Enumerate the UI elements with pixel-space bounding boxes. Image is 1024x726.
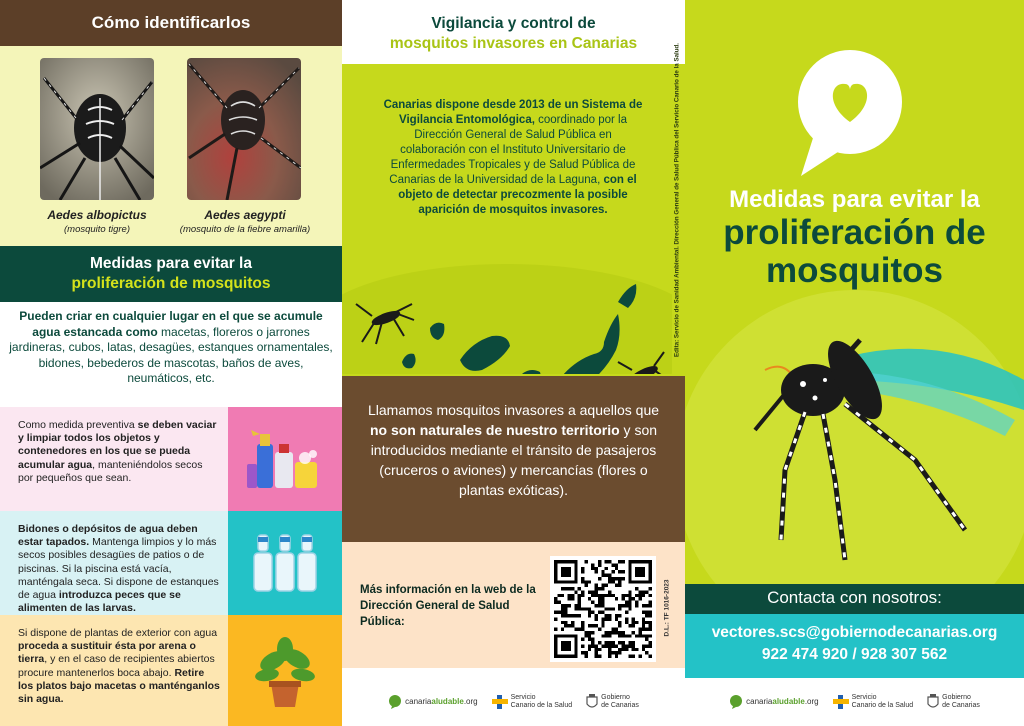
gobierno-canarias-logo xyxy=(586,694,639,710)
logo-text: aludable xyxy=(431,697,464,706)
tip-text-bold: proceda a sustituir ésta por arena o tierra xyxy=(18,640,196,666)
canaria-saludable-logo xyxy=(388,695,478,709)
qr-code[interactable] xyxy=(550,556,656,662)
species-name: Aedes aegypti xyxy=(204,208,286,222)
canary-islands-map xyxy=(342,224,672,374)
tip-text-bold: Retire los platos bajo macetas o manténganlos sin agua. xyxy=(18,666,220,706)
logo-text: Gobierno xyxy=(601,694,630,701)
logo-text: .org xyxy=(463,697,478,706)
panel-identification xyxy=(0,0,342,726)
intro-rest: macetas, floreros o jarrones jardineras, cubos, latas, desagües, estanques ornamentales, bidones, bebederos de mascotas, baños de aves, neumáticos, etc. xyxy=(9,324,333,385)
tip-text-part: Si dispone de plantas de exterior con agua xyxy=(18,627,218,639)
contact-phones[interactable]: 922 474 920 / 928 307 562 xyxy=(761,646,948,663)
legal-deposit-text: D.L.: TF 1016-2023 xyxy=(663,579,671,637)
logo-text: .org xyxy=(804,697,819,706)
contact-heading: Contacta con nosotros: xyxy=(685,584,1024,614)
tip-text-part: , manteniéndolos secos por pequeños que sean. xyxy=(18,458,203,484)
logo-text: Canario de la Salud xyxy=(510,702,573,709)
tip-plants xyxy=(0,615,342,726)
more-info-section xyxy=(342,542,685,668)
logo-text: Servicio xyxy=(851,694,877,701)
measures-heading-line2: proliferación de mosquitos xyxy=(71,275,271,292)
surveillance-title-line1: Vigilancia y control de xyxy=(431,15,596,32)
panel-cover xyxy=(685,0,1024,726)
footer-logos xyxy=(685,678,1024,726)
contact-details xyxy=(685,614,1024,678)
invasive-definition xyxy=(342,376,685,542)
cover-title-line1: Medidas para evitar la xyxy=(729,186,980,213)
health-cross-icon xyxy=(833,695,849,709)
invasive-text-part: Llamamos mosquitos invasores a aquellos que xyxy=(367,402,660,418)
surveillance-text-bold: con el objeto de detectar precozmente la posible aparición de mosquitos invasores. xyxy=(398,174,637,216)
aedes-aegypti-photo xyxy=(187,58,301,200)
footer-logos xyxy=(342,678,685,726)
panel-surveillance xyxy=(342,0,685,726)
contact-email[interactable]: vectores.scs@gobiernodecanarias.org xyxy=(711,624,998,641)
measures-heading-line1: Medidas para evitar la xyxy=(90,255,252,272)
invasive-text-bold: no son naturales de nuestro territorio xyxy=(369,422,620,438)
publisher-credit xyxy=(669,20,685,380)
gobierno-canarias-logo xyxy=(927,694,980,710)
servicio-canario-salud-logo xyxy=(492,694,573,710)
tip-text xyxy=(0,407,228,511)
cover-title xyxy=(685,186,1024,290)
logo-text: de Canarias xyxy=(601,702,639,709)
tip-covered-tanks xyxy=(0,511,342,615)
surveillance-text-bold: Canarias dispone desde 2013 de un Sistema de Vigilancia Entomológica, xyxy=(383,99,643,126)
logo-text: Gobierno xyxy=(942,694,971,701)
tip-text xyxy=(0,615,228,726)
logo-text: aludable xyxy=(772,697,805,706)
species-common-name: (mosquito de la fiebre amarilla) xyxy=(179,224,311,235)
species-caption-1 xyxy=(12,208,182,237)
surveillance-title xyxy=(342,0,685,64)
intro-bold: Pueden criar en cualquier lugar en el que se acumule agua estancada como xyxy=(19,309,323,339)
tip-text-part: , y en el caso de recipientes abiertos procure mantenerlos boca abajo. xyxy=(18,653,215,679)
identification-heading: Cómo identificarlos xyxy=(0,0,342,46)
more-info-text: Más información en la web de la Dirección General de Salud Pública: xyxy=(360,584,536,628)
cleaning-products-icon xyxy=(228,407,342,511)
cover-title-line2: proliferación de xyxy=(723,213,986,252)
logo-text: Canario de la Salud xyxy=(851,702,914,709)
cover-illustration xyxy=(685,0,1024,584)
species-name: Aedes albopictus xyxy=(47,208,147,222)
potted-plant-icon xyxy=(228,615,342,726)
canaria-saludable-logo xyxy=(729,695,819,709)
species-common-name: (mosquito tigre) xyxy=(64,224,130,235)
measures-heading xyxy=(0,246,342,302)
invasive-text-part: y son introducidos mediante el tránsito de pasajeros (cruceros o aviones) y mercancías (flores o plantas exóticas). xyxy=(370,422,658,498)
logo-text: Servicio xyxy=(510,694,536,701)
coat-of-arms-icon xyxy=(927,694,939,710)
surveillance-section xyxy=(342,64,685,376)
heart-bubble-icon xyxy=(729,695,743,709)
tip-text-part: Como medida preventiva xyxy=(18,419,138,431)
species-caption-2 xyxy=(160,208,330,237)
aedes-albopictus-photo xyxy=(40,58,154,200)
logo-text: de Canarias xyxy=(942,702,980,709)
tip-text-part: Mantenga limpios y lo más secos posibles desagües de patios o de piscinas. Si la piscina está vacía, manténgala seca. Si dispone de estanques de agua xyxy=(18,536,219,602)
surveillance-title-line2: mosquitos invasores en Canarias xyxy=(389,35,638,52)
tip-text-bold: se deben vaciar y limpiar todos los objetos y contenedores en los que se pueda acumular agua xyxy=(18,419,217,471)
logo-text: canaria xyxy=(405,697,432,706)
surveillance-text xyxy=(382,98,644,218)
cover-title-line3: mosquitos xyxy=(766,251,943,290)
water-jugs-icon xyxy=(228,511,342,615)
tip-text-bold: introduzca peces que se alimenten de las larvas. xyxy=(18,589,181,615)
logo-text: canaria xyxy=(746,697,773,706)
legal-deposit xyxy=(660,552,674,664)
breeding-sites-intro xyxy=(0,302,342,407)
cover-area xyxy=(685,0,1024,584)
surveillance-text-part: coordinado por la Dirección General de Salud Pública en colaboración con el Instituto Universitario de Enfermedades Tropicales y de Salud Pública de Canarias de la Universidad de la Laguna, xyxy=(389,114,636,186)
tip-text xyxy=(0,511,228,615)
speech-bubble-heart-icon xyxy=(798,50,902,176)
health-cross-icon xyxy=(492,695,508,709)
publisher-credit-text: Edita: Servicio de Sanidad Ambiental. Dirección General de Salud Pública del Servicio Canario de la Salud. xyxy=(673,42,681,358)
heart-bubble-icon xyxy=(388,695,402,709)
species-area xyxy=(0,46,342,246)
coat-of-arms-icon xyxy=(586,694,598,710)
tip-empty-containers xyxy=(0,407,342,511)
tip-text-bold: Bidones o depósitos de agua deben estar tapados. xyxy=(18,523,198,549)
servicio-canario-salud-logo xyxy=(833,694,914,710)
